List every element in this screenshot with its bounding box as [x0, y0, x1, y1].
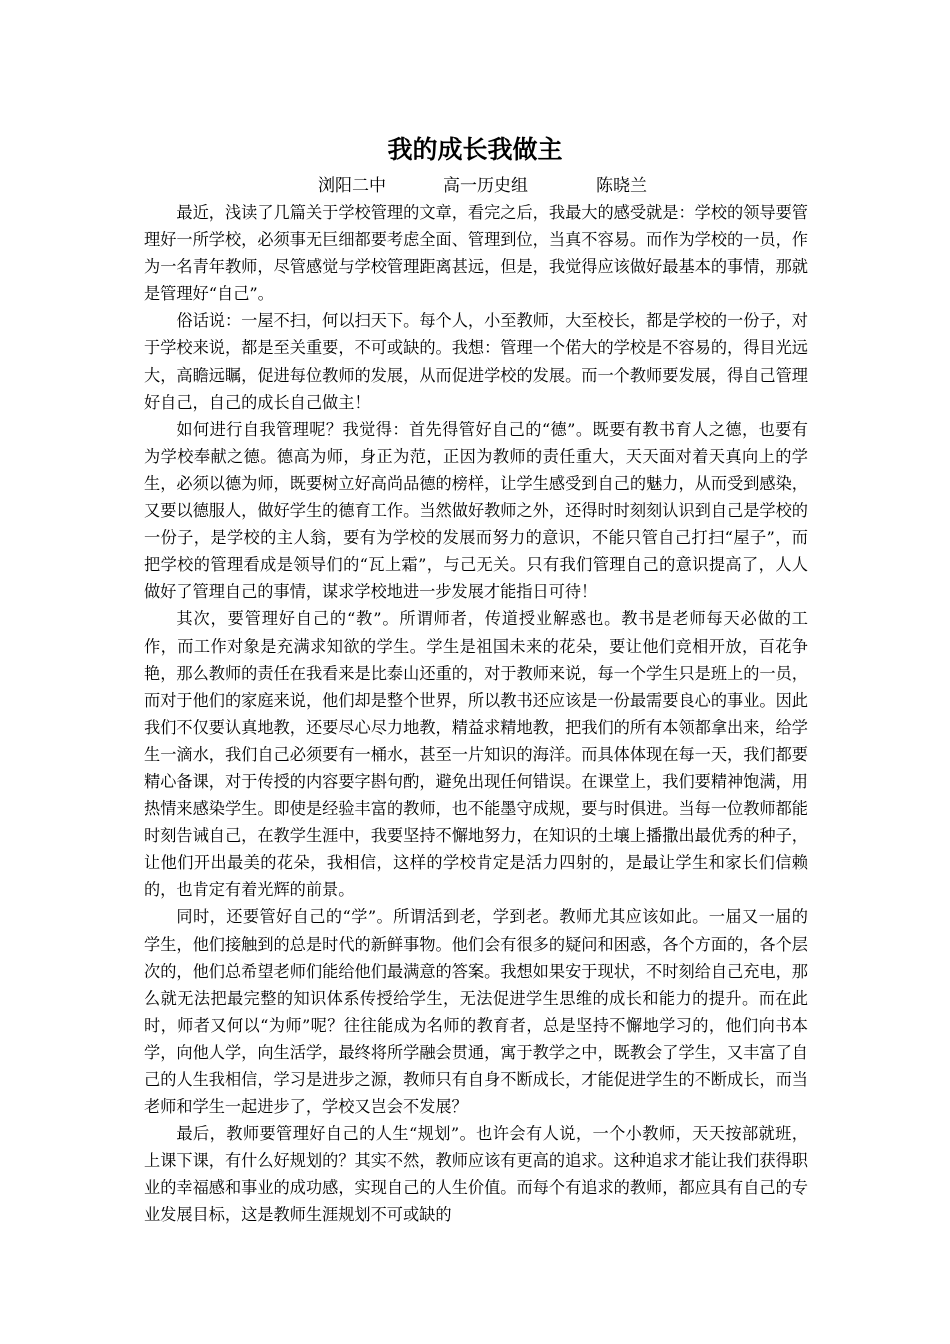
- byline: [0, 173, 950, 199]
- paragraph-intro: 最近，浅读了几篇关于学校管理的文章，看完之后，我最大的感受就是：学校的领导要管理好一所学校，必须事无巨细都要考虑全面、管理到位，当真不容易。而作为学校的一员，作为一名青年教师，尽管感觉与学校管理距离甚远，但是，我觉得应该做好最基本的事情，那就是管理好“自己”。: [144, 203, 808, 304]
- article-body: [144, 199, 808, 1229]
- byline-school: 浏阳二中: [318, 176, 386, 196]
- paragraph-proverb: 俗话说：一屋不扫，何以扫天下。每个人，小至教师，大至校长，都是学校的一份子，对于学校来说，都是至关重要，不可或缺的。我想：管理一个偌大的学校是不容易的，得目光远大，高瞻远瞩，促进每位教师的发展，从而促进学校的发展。而一个教师要发展，得自己管理好自己，自己的成长自己做主！: [144, 311, 808, 412]
- byline-author: 陈晓兰: [596, 176, 647, 196]
- byline-group: 高一历史组: [443, 176, 528, 196]
- paragraph-planning: 最后，教师要管理好自己的人生“规划”。也许会有人说，一个小教师，天天按部就班，上课下课，有什么好规划的？其实不然，教师应该有更高的追求。这种追求才能让我们获得职业的幸福感和事业的成功感，实现自己的人生价值。而每个有追求的教师，都应具有自己的专业发展目标，这是教师生涯规划不可或缺的: [144, 1124, 808, 1225]
- paragraph-learning: 同时，还要管好自己的“学”。所谓活到老，学到老。教师尤其应该如此。一届又一届的学生，他们接触到的总是时代的新鲜事物。他们会有很多的疑问和困惑，各个方面的，各个层次的，他们总希望老师们能给他们最满意的答案。我想如果安于现状，不时刻给自己充电，那么就无法把最完整的知识体系传授给学生，无法促进学生思维的成长和能力的提升。而在此时，师者又何以“为师”呢？往往能成为名师的教育者，总是坚持不懈地学习的，他们向书本学，向他人学，向生活学，最终将所学融会贯通，寓于教学之中，既教会了学生，又丰富了自己的人生我相信，学习是进步之源，教师只有自身不断成长，才能促进学生的不断成长，而当老师和学生一起进步了，学校又岂会不发展？: [144, 907, 808, 1117]
- document-title: 我的成长我做主: [387, 135, 563, 164]
- paragraph-teaching: 其次，要管理好自己的“教”。所谓师者，传道授业解惑也。教书是老师每天必做的工作，而工作对象是充满求知欲的学生。学生是祖国未来的花朵，要让他们竞相开放，百花争艳，那么教师的责任在我看来是比泰山还重的，对于教师来说，每一个学生只是班上的一员，而对于他们的家庭来说，他们却是整个世界，所以教书还应该是一份最需要良心的事业。因此我们不仅要认真地教，还要尽心尽力地教，精益求精地教，把我们的所有本领都拿出来，给学生一滴水，我们自己必须要有一桶水，甚至一片知识的海洋。而具体体现在每一天，我们都要精心备课，对于传授的内容要字斟句酌，避免出现任何错误。在课堂上，我们要精神饱满，用热情来感染学生。即使是经验丰富的教师，也不能墨守成规，要与时俱进。当每一位教师都能时刻告诫自己，在教学生涯中，我要坚持不懈地努力，在知识的土壤上播撒出最优秀的种子，让他们开出最美的花朵，我相信，这样的学校肯定是活力四射的，是最让学生和家长们信赖的，也肯定有着光辉的前景。: [144, 609, 808, 900]
- paragraph-virtue: 如何进行自我管理呢？我觉得：首先得管好自己的“德”。既要有教书育人之德，也要有为学校奉献之德。德高为师，身正为范，正因为教师的责任重大，天天面对着天真向上的学生，必须以德为师，既要树立好高尚品德的榜样，让学生感受到自己的魅力，从而受到感染，又要以德服人，做好学生的德育工作。当然做好教师之外，还得时时刻刻认识到自己是学校的一份子，是学校的主人翁，要有为学校的发展而努力的意识，不能只管自己打扫“屋子”，而把学校的管理看成是领导们的“瓦上霜”，与己无关。只有我们管理自己的意识提高了，人人做好了管理自己的事情，谋求学校地进一步发展才能指日可待！: [144, 419, 808, 602]
